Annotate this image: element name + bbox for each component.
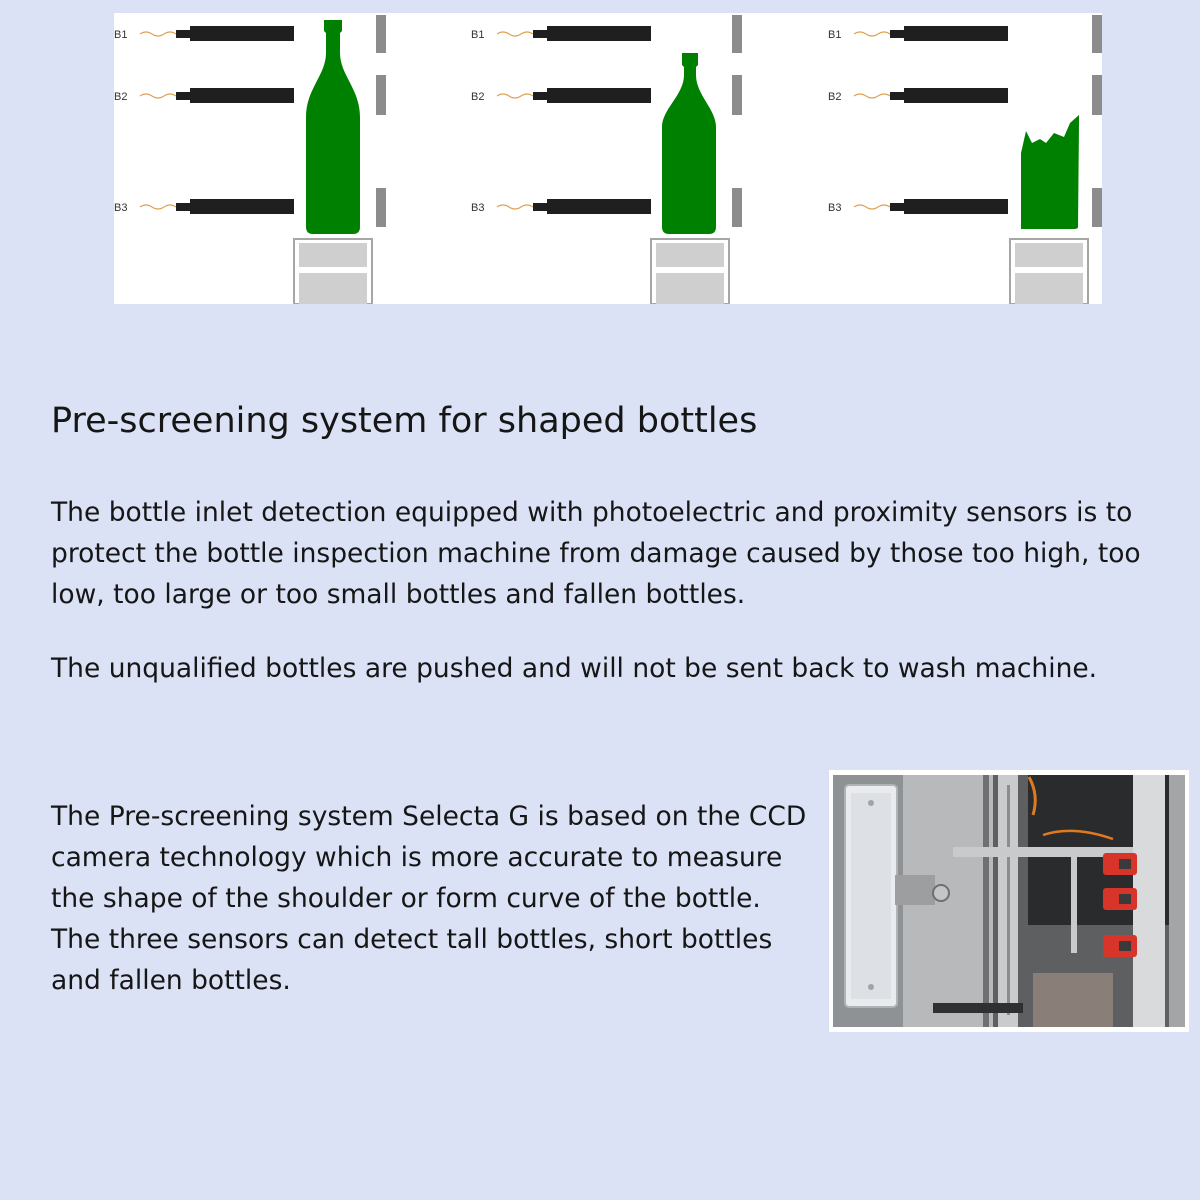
reflector	[732, 188, 742, 227]
sensor-cable	[854, 32, 890, 36]
diagram-panel-short-bottle	[471, 15, 742, 304]
reflector	[376, 188, 386, 227]
conveyor-guide	[651, 239, 729, 304]
sensor-label-b3: B3	[114, 202, 128, 214]
sensor-b1	[176, 30, 192, 38]
sensor-cable	[140, 205, 176, 209]
rejection-paragraph: The unqualified bottles are pushed and will not be sent back to wash machine.	[51, 653, 1098, 684]
bottle-detection-diagram	[114, 13, 1102, 304]
sensor-b1	[890, 30, 906, 38]
sensor-label-b2: B2	[828, 91, 842, 103]
sensor-b3	[533, 203, 549, 211]
sensor-cable	[854, 94, 890, 98]
sensor-cable	[140, 94, 176, 98]
sensor-b2	[176, 92, 192, 100]
sensor-cable	[140, 32, 176, 36]
intro-paragraph: The bottle inlet detection equipped with photoelectric and proximity sensors is to protect the bottle inspection machine from damage caused by those too high, too low, too large or too small bottles and fallen bottles.	[51, 497, 1141, 610]
sensor-label-b2: B2	[471, 91, 485, 103]
sensor-b3	[176, 203, 192, 211]
sensor-label-b3: B3	[471, 202, 485, 214]
reflector	[376, 15, 386, 53]
reflector	[1092, 15, 1102, 53]
reflector	[376, 75, 386, 115]
conveyor-guide	[294, 239, 372, 304]
reflector	[1092, 75, 1102, 115]
sensor-label-b1: B1	[828, 29, 842, 41]
sensor-label-b3: B3	[828, 202, 842, 214]
sensor-b2	[890, 92, 906, 100]
sensor-b3	[890, 203, 906, 211]
conveyor-guide	[1010, 239, 1088, 304]
sensor-assembly-photo	[829, 770, 1189, 1032]
sensor-cable	[854, 205, 890, 209]
sensor-b1	[533, 30, 549, 38]
reflector	[732, 75, 742, 115]
short-bottle-icon	[662, 53, 716, 234]
sensor-label-b1: B1	[471, 29, 485, 41]
selecta-description-paragraph: The Pre-screening system Selecta G is based on the CCD camera technology which is more accurate to measure the shape of the shoulder or form curve of the bottle. The three sensors can detect tall bottles, short bottles and fallen bottles.	[51, 801, 807, 996]
sensor-cable	[497, 205, 533, 209]
page-title: Pre-screening system for shaped bottles	[51, 401, 758, 441]
reflector	[1092, 188, 1102, 227]
diagram-panel-broken-bottle	[828, 15, 1102, 304]
sensor-cable	[497, 32, 533, 36]
diagram-panel-tall-bottle	[114, 15, 386, 304]
sensor-cable	[497, 94, 533, 98]
broken-bottle-icon	[1021, 115, 1079, 229]
sensor-label-b1: B1	[114, 29, 128, 41]
reflector	[732, 15, 742, 53]
sensor-b2	[533, 92, 549, 100]
sensor-label-b2: B2	[114, 91, 128, 103]
tall-bottle-icon	[306, 20, 360, 234]
